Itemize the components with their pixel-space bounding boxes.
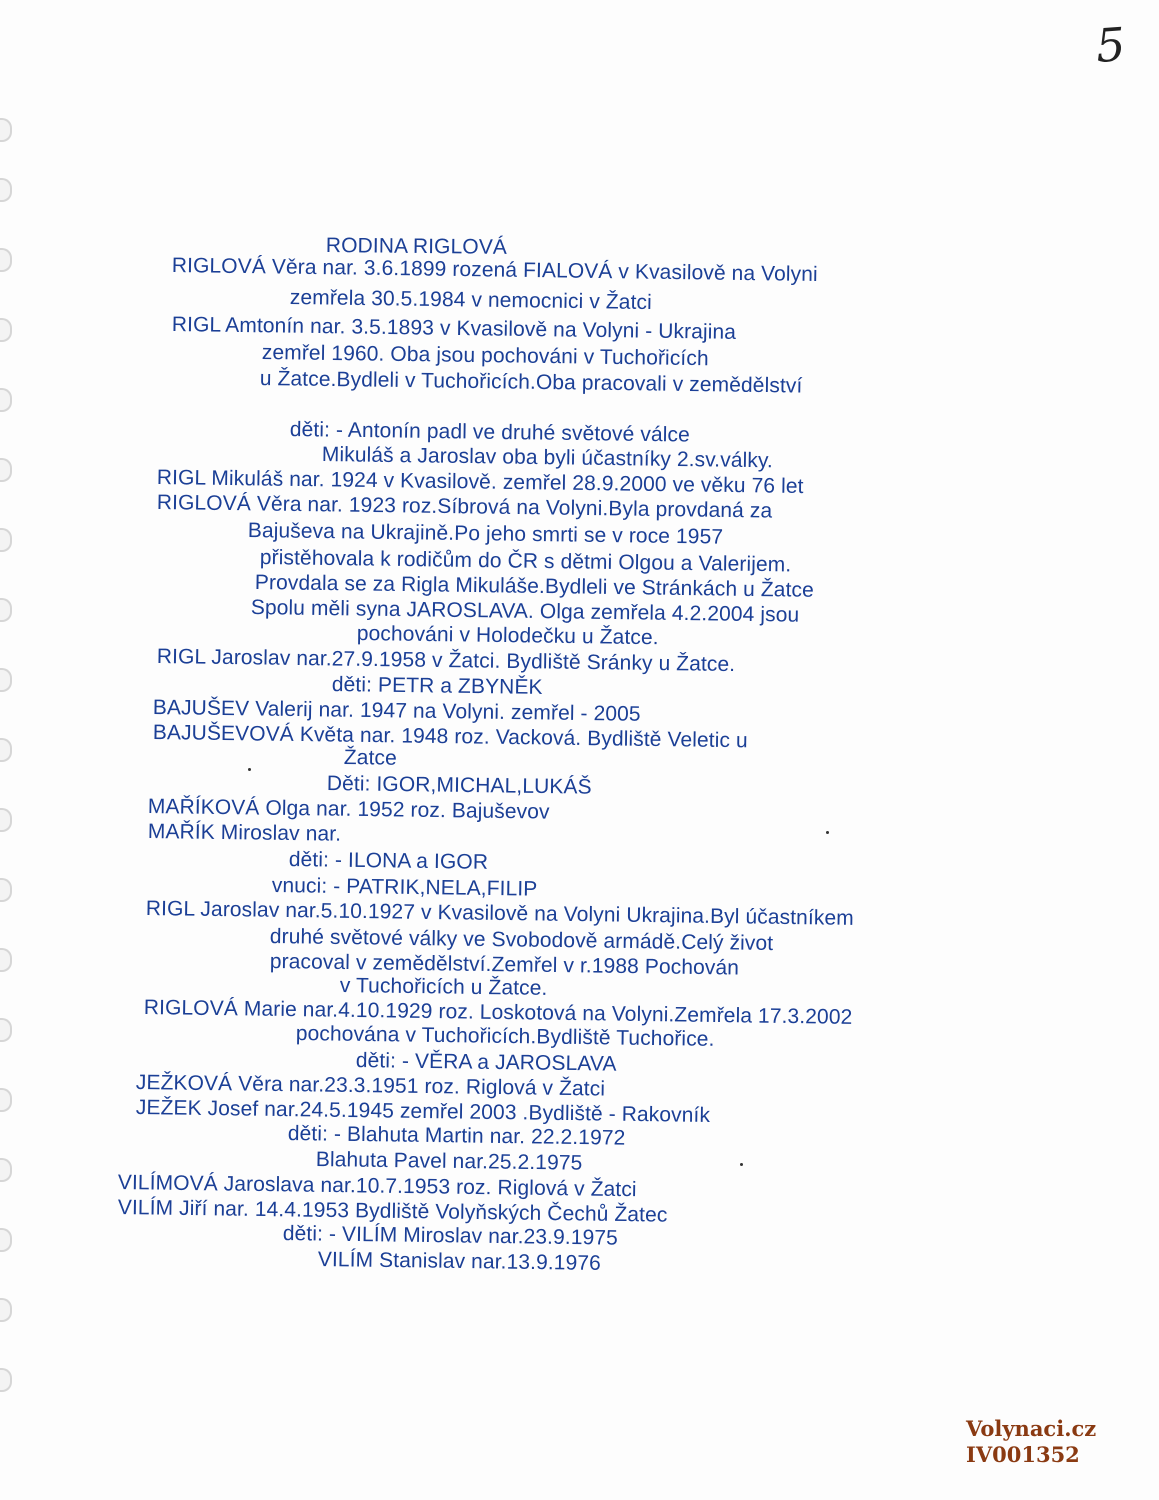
watermark-site: Volynaci.cz <box>966 1416 1097 1441</box>
text-line: pracoval v zemědělství.Zemřel v r.1988 Pochován <box>269 950 740 980</box>
text-line: děti: - VILÍM Miroslav nar.23.9.1975 <box>282 1222 619 1250</box>
punch-hole <box>0 1018 12 1042</box>
text-line: RIGL Jaroslav nar.27.9.1958 v Žatci. Bydliště Sránky u Žatce. <box>156 645 736 677</box>
text-line: Děti: IGOR,MICHAL,LUKÁŠ <box>326 772 592 799</box>
text-line: RIGL Amtonín nar. 3.5.1893 v Kvasilově na Volyni - Ukrajina <box>171 313 737 344</box>
handwritten-page-number: 5 <box>1094 17 1128 73</box>
punched-margin <box>0 0 14 1500</box>
punch-hole <box>0 808 12 832</box>
text-line: pochována v Tuchořicích.Bydliště Tuchořice. <box>295 1022 715 1051</box>
punch-hole <box>0 668 12 692</box>
punch-hole <box>0 458 12 482</box>
text-line: BAJUŠEVOVÁ Květa nar. 1948 roz. Vacková. Bydliště Veletic u <box>152 721 748 753</box>
text-line: VILÍM Stanislav nar.13.9.1976 <box>317 1248 602 1275</box>
text-line: děti: - VĚRA a JAROSLAVA <box>355 1049 617 1076</box>
text-line: děti: PETR a ZBYNĚK <box>331 673 543 699</box>
text-line: zemřel 1960. Oba jsou pochováni v Tuchořicích <box>261 341 709 371</box>
text-line: MAŘÍKOVÁ Olga nar. 1952 roz. Bajuševov <box>147 795 550 824</box>
text-line: děti: - ILONA a IGOR <box>288 848 489 874</box>
text-line: Žatce <box>343 746 398 770</box>
text-line: u Žatce.Bydleli v Tuchořicích.Oba pracovali v zemědělství <box>259 367 803 398</box>
punch-hole <box>0 528 12 552</box>
punch-hole <box>0 318 12 342</box>
text-line: RIGLOVÁ Věra nar. 1923 roz.Síbrová na Volyni.Byla provdaná za <box>156 491 773 523</box>
scan-speck <box>248 768 251 771</box>
scan-speck <box>826 831 829 834</box>
punch-hole <box>0 738 12 762</box>
punch-hole <box>0 1228 12 1252</box>
punch-hole <box>0 1158 12 1182</box>
text-line: RIGL Mikuláš nar. 1924 v Kvasilově. zemřel 28.9.2000 ve věku 76 let <box>156 466 804 499</box>
text-line: RIGLOVÁ Věra nar. 3.6.1899 rozená FIALOVÁ v Kvasilově na Volyni <box>171 254 818 287</box>
text-line: MAŘÍK Miroslav nar. <box>147 820 342 846</box>
text-line: RIGL Jaroslav nar.5.10.1927 v Kvasilově na Volyni Ukrajina.Byl účastníkem <box>145 897 854 930</box>
text-line: Mikuláš a Jaroslav oba byli účastníky 2.sv.války. <box>321 443 774 473</box>
text-line: zemřela 30.5.1984 v nemocnici v Žatci <box>289 286 653 315</box>
punch-hole <box>0 948 12 972</box>
text-line: RIGLOVÁ Marie nar.4.10.1929 roz. Loskotová na Volyni.Zemřela 17.3.2002 <box>143 996 853 1029</box>
text-line: Spolu měli syna JAROSLAVA. Olga zemřela 4.2.2004 jsou <box>250 596 800 627</box>
text-line: Blahuta Pavel nar.25.2.1975 <box>315 1148 583 1175</box>
text-line: druhé světové války ve Svobodově armádě.Celý život <box>269 925 774 956</box>
scan-speck <box>740 1163 743 1166</box>
punch-hole <box>0 178 12 202</box>
text-line: děti: - Blahuta Martin nar. 22.2.1972 <box>287 1122 626 1150</box>
text-line: Provdala se za Rigla Mikuláše.Bydleli ve Stránkách u Žatce <box>254 571 815 602</box>
watermark-code: IV001352 <box>966 1442 1080 1467</box>
text-line: JEŽKOVÁ Věra nar.23.3.1951 roz. Riglová v Žatci <box>135 1071 606 1101</box>
punch-hole <box>0 1298 12 1322</box>
punch-hole <box>0 1088 12 1112</box>
text-line: VILÍMOVÁ Jaroslava nar.10.7.1953 roz. Riglová v Žatci <box>117 1171 637 1202</box>
punch-hole <box>0 388 12 412</box>
punch-hole <box>0 248 12 272</box>
text-line: vnuci: - PATRIK,NELA,FILIP <box>271 874 538 901</box>
punch-hole <box>0 1368 12 1392</box>
text-line: pochováni v Holodečku u Žatce. <box>356 622 659 650</box>
document-title: RODINA RIGLOVÁ <box>325 234 508 259</box>
text-line: BAJUŠEV Valerij nar. 1947 na Volyni. zemřel - 2005 <box>152 696 641 726</box>
punch-hole <box>0 598 12 622</box>
text-line: JEŽEK Josef nar.24.5.1945 zemřel 2003 .Bydliště - Rakovník <box>135 1096 711 1128</box>
text-line: Bajuševa na Ukrajině.Po jeho smrti se v roce 1957 <box>247 519 724 549</box>
text-line: v Tuchořicích u Žatce. <box>339 974 548 1000</box>
text-line: děti: - Antonín padl ve druhé světové válce <box>289 418 691 447</box>
punch-hole <box>0 118 12 142</box>
text-line: přistěhovala k rodičům do ČR s dětmi Olgou a Valerijem. <box>259 546 792 577</box>
punch-hole <box>0 878 12 902</box>
text-line: VILÍM Jiří nar. 14.4.1953 Bydliště Volyňských Čechů Žatec <box>117 1196 668 1227</box>
